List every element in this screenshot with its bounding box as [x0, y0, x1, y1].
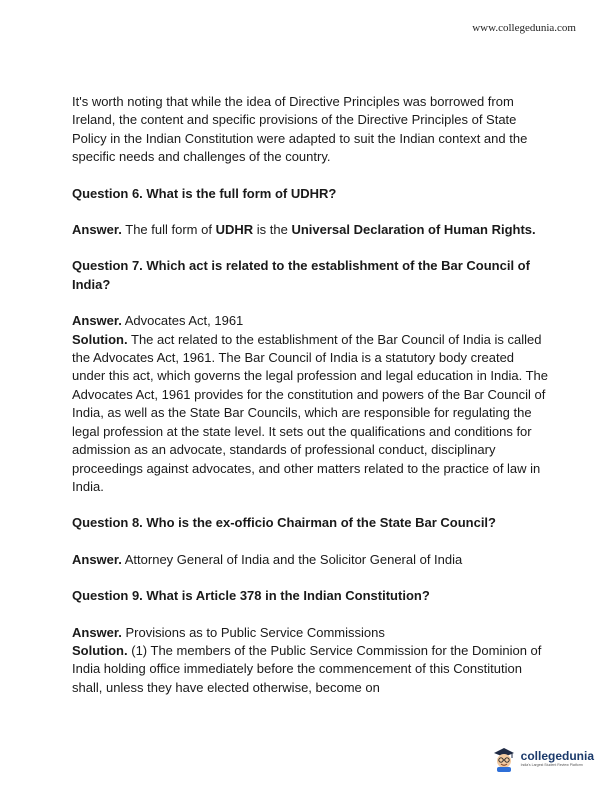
- collegedunia-logo[interactable]: [491, 746, 594, 772]
- solution-label: Solution.: [72, 331, 128, 347]
- answer-label: Answer.: [72, 551, 122, 567]
- question-6: [72, 185, 550, 203]
- solution-label: Solution.: [72, 642, 128, 658]
- answer-6-bold: Universal Declaration of Human Rights.: [291, 222, 536, 238]
- answer-label: Answer.: [72, 222, 122, 238]
- answer-6-mid: is the: [256, 222, 288, 238]
- solution-9: [72, 642, 550, 697]
- logo-tagline: India's Largest Student Review Platform: [520, 763, 583, 767]
- question-9-text: Question 9. What is Article 378 in the Indian Constitution?: [72, 588, 430, 604]
- solution-7: [72, 331, 550, 497]
- intro-paragraph: It's worth noting that while the idea of Directive Principles was borrowed from Ireland, the content and specific provisions of the Directive Principles of State Policy in the Indian Constitution were adapted to suit the Indian context and the specific needs and challenges of the country.: [72, 94, 528, 165]
- answer-6: [72, 221, 550, 239]
- logo-brand-text: collegedunia: [520, 749, 594, 763]
- question-7: [72, 257, 550, 294]
- answer-6-term: UDHR: [215, 222, 254, 238]
- answer-9-text: Provisions as to Public Service Commissions: [125, 624, 385, 640]
- answer-label: Answer.: [72, 624, 122, 640]
- solution-7-text: The act related to the establishment of the Bar Council of India is called the Advocates Act, 1961. The Bar Council of India is a statutory body created under this act, which governs the legal profession and legal education in India. The Advocates Act, 1961 provides for the constitution and powers of the Bar Council of India, as well as the State Bar Councils, which are responsible for regulating the legal profession at the state level. It sets out the qualifications and conditions for admission as an advocate, standards of professional conduct, disciplinary proceedings against advocates, and other matters related to the practice of law in India.: [72, 331, 549, 494]
- answer-8: [72, 551, 550, 569]
- question-8: [72, 514, 550, 532]
- answer-9: [72, 624, 550, 642]
- answer-7-text: Advocates Act, 1961: [124, 313, 244, 329]
- site-url[interactable]: www.collegedunia.com: [472, 22, 576, 34]
- answer-6-pre: The full form of: [125, 222, 212, 238]
- answer-7: [72, 312, 550, 330]
- question-6-text: Question 6. What is the full form of UDHR?: [72, 185, 337, 201]
- question-7-text: Question 7. Which act is related to the establishment of the Bar Council of India?: [72, 258, 530, 292]
- mascot-icon: [491, 746, 517, 772]
- question-9: [72, 587, 550, 605]
- answer-8-text: Attorney General of India and the Solicitor General of India: [124, 551, 463, 567]
- answer-label: Answer.: [72, 313, 122, 329]
- document-body: [72, 93, 550, 697]
- question-8-text: Question 8. Who is the ex-officio Chairman of the State Bar Council?: [72, 515, 496, 531]
- solution-9-text: (1) The members of the Public Service Commission for the Dominion of India holding office immediately before the commencement of this Constitution shall, unless they have elected otherwise, become on: [72, 642, 542, 695]
